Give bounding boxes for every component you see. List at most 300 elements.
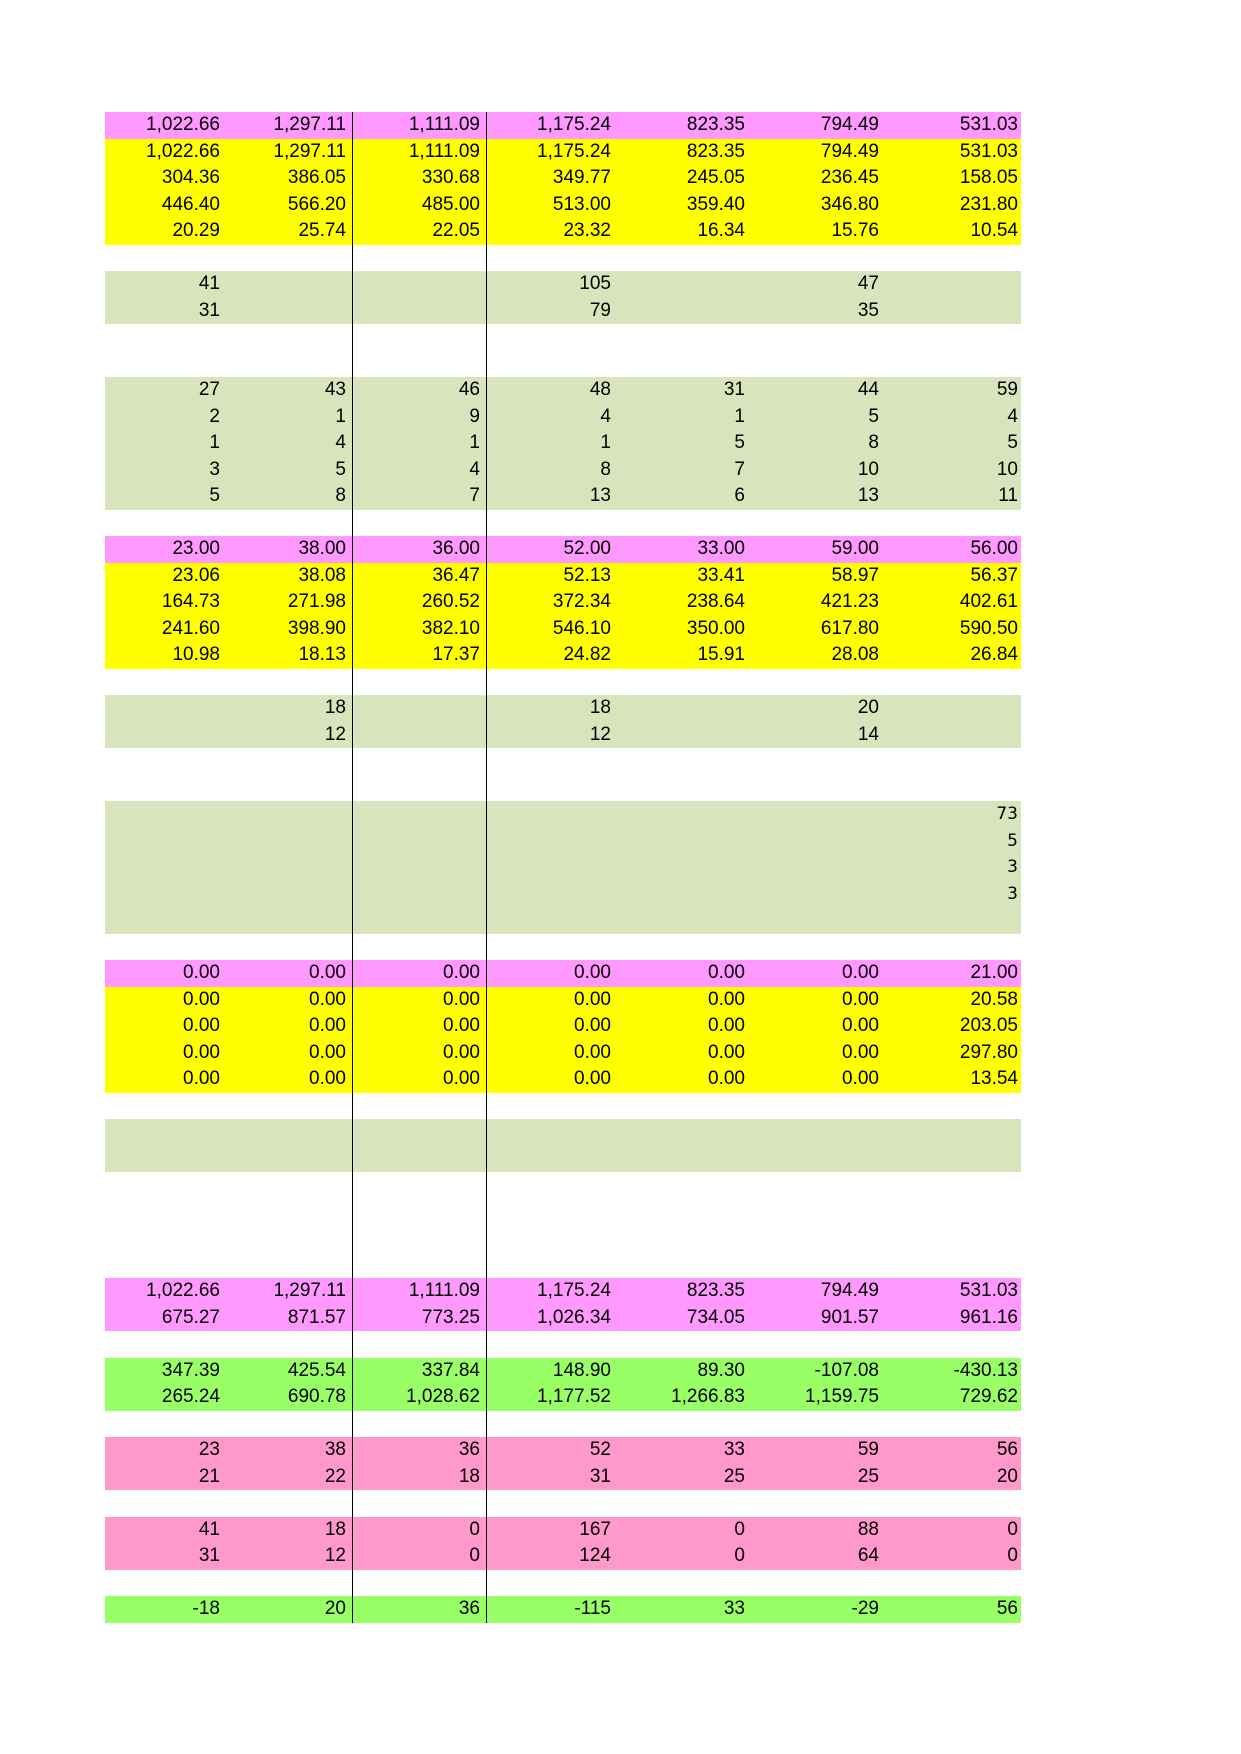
table-cell[interactable]: 386.05 [287,167,346,188]
table-cell[interactable]: 0.00 [842,962,879,983]
table-cell[interactable]: 0.00 [574,1068,611,1089]
table-cell[interactable]: 1,266.83 [671,1386,745,1407]
table-cell[interactable] [614,1411,748,1438]
table-cell[interactable]: 31 [723,379,745,400]
table-cell[interactable] [614,1146,748,1173]
table-cell[interactable]: 1,175.24 [537,114,611,135]
table-cell[interactable] [614,748,748,775]
table-cell[interactable] [223,1225,349,1252]
table-cell[interactable] [105,1490,223,1517]
table-cell[interactable]: 28.08 [831,644,879,665]
table-cell[interactable]: 36 [458,1439,480,1460]
table-cell[interactable]: -107.08 [814,1359,879,1381]
table-cell[interactable] [105,1119,223,1146]
table-cell[interactable]: 346.80 [820,193,879,215]
table-cell[interactable] [223,351,349,378]
table-cell[interactable]: 18 [324,697,346,718]
table-cell[interactable]: 56 [996,1439,1018,1460]
table-cell[interactable] [223,1252,349,1279]
table-cell[interactable]: 44 [857,379,879,400]
table-cell[interactable] [223,801,349,828]
table-cell[interactable]: 4 [1007,405,1018,427]
table-cell[interactable] [223,271,349,298]
table-cell[interactable]: 241.60 [161,617,220,639]
table-cell[interactable]: 79 [589,299,611,321]
table-cell[interactable] [483,669,614,696]
table-cell[interactable]: 337.84 [421,1359,480,1381]
table-cell[interactable] [614,1199,748,1226]
table-cell[interactable]: 0.00 [309,962,346,983]
table-cell[interactable] [882,245,1021,272]
table-cell[interactable] [349,934,483,961]
table-cell[interactable]: 271.98 [287,591,346,612]
table-cell[interactable] [223,1331,349,1358]
table-cell[interactable]: 15.91 [697,644,745,665]
table-cell[interactable] [748,245,882,272]
table-cell[interactable]: 36.00 [432,538,480,559]
table-cell[interactable] [483,1331,614,1358]
table-cell[interactable] [882,1490,1021,1517]
table-cell[interactable] [105,1411,223,1438]
table-cell[interactable]: 794.49 [820,1280,879,1301]
table-cell[interactable] [882,510,1021,537]
table-cell[interactable]: 88 [857,1518,879,1540]
table-cell[interactable]: 0.00 [842,1015,879,1036]
table-cell[interactable]: 0.00 [574,1041,611,1063]
table-cell[interactable]: 0.00 [443,1041,480,1063]
table-cell[interactable]: 372.34 [552,591,611,612]
table-cell[interactable]: 38.00 [298,538,346,559]
table-cell[interactable]: 1,022.66 [146,114,220,135]
table-cell[interactable]: 0.00 [309,1041,346,1063]
table-cell[interactable] [614,324,748,351]
table-cell[interactable]: 14 [857,723,879,745]
table-cell[interactable] [748,881,882,908]
table-cell[interactable]: 41 [198,1518,220,1540]
table-cell[interactable]: 10.98 [172,644,220,665]
table-cell[interactable] [105,669,223,696]
table-cell[interactable]: 10.54 [970,220,1018,241]
table-cell[interactable]: 52.13 [563,564,611,586]
table-cell[interactable] [483,775,614,802]
table-cell[interactable]: 236.45 [820,167,879,188]
table-cell[interactable] [748,828,882,855]
table-cell[interactable]: 105 [579,273,611,294]
table-cell[interactable]: 0.00 [183,1041,220,1063]
table-cell[interactable] [105,245,223,272]
table-cell[interactable]: 89.30 [697,1359,745,1381]
table-cell[interactable]: 0.00 [183,1068,220,1089]
table-cell[interactable]: 31 [198,299,220,321]
table-cell[interactable]: 0.00 [183,988,220,1010]
table-cell[interactable] [882,1093,1021,1120]
table-cell[interactable]: 0.00 [708,988,745,1010]
table-cell[interactable]: 823.35 [686,114,745,135]
table-cell[interactable] [223,245,349,272]
table-cell[interactable]: 0.00 [842,988,879,1010]
table-cell[interactable] [748,748,882,775]
table-cell[interactable]: 0 [734,1545,745,1566]
table-cell[interactable]: 1,297.11 [273,1280,346,1301]
table-cell[interactable] [105,801,223,828]
table-cell[interactable]: 0.00 [309,1015,346,1036]
table-cell[interactable] [223,1119,349,1146]
table-cell[interactable] [748,1331,882,1358]
table-cell[interactable]: 58.97 [831,564,879,586]
table-cell[interactable]: 5 [734,432,745,453]
table-cell[interactable]: 531.03 [959,1280,1018,1301]
table-cell[interactable] [483,1199,614,1226]
table-cell[interactable]: 1 [600,432,611,453]
table-cell[interactable]: 20.58 [970,988,1018,1010]
table-cell[interactable] [614,1331,748,1358]
table-cell[interactable]: 359.40 [686,193,745,215]
table-cell[interactable] [483,748,614,775]
table-cell[interactable]: 59 [857,1439,879,1460]
table-cell[interactable]: 1 [335,405,346,427]
table-cell[interactable] [223,854,349,881]
table-cell[interactable]: 7 [734,458,745,480]
table-cell[interactable] [223,1093,349,1120]
table-cell[interactable] [614,695,748,722]
table-cell[interactable] [349,1570,483,1597]
table-cell[interactable]: 238.64 [686,591,745,612]
table-cell[interactable]: 20 [857,697,879,718]
table-cell[interactable] [349,722,483,749]
table-cell[interactable]: 59 [996,379,1018,400]
table-cell[interactable]: 4 [600,405,611,427]
table-cell[interactable] [748,801,882,828]
table-cell[interactable] [223,1146,349,1173]
table-cell[interactable]: 9 [469,405,480,427]
table-cell[interactable] [223,1199,349,1226]
table-cell[interactable]: 485.00 [421,193,480,215]
table-cell[interactable] [614,1119,748,1146]
table-cell[interactable]: 43 [324,379,346,400]
table-cell[interactable] [483,828,614,855]
table-cell[interactable]: 64 [857,1545,879,1566]
table-cell[interactable]: 0 [734,1518,745,1540]
table-cell[interactable] [483,1093,614,1120]
table-cell[interactable] [349,1252,483,1279]
table-cell[interactable] [223,1490,349,1517]
table-cell[interactable] [483,351,614,378]
table-cell[interactable]: 729.62 [959,1386,1018,1407]
table-cell[interactable]: 52 [589,1439,611,1460]
table-cell[interactable] [614,1172,748,1199]
table-cell[interactable] [882,1411,1021,1438]
table-cell[interactable]: 0.00 [842,1068,879,1089]
table-cell[interactable] [349,881,483,908]
table-cell[interactable] [882,669,1021,696]
table-cell[interactable]: 0.00 [574,962,611,983]
table-cell[interactable] [882,1225,1021,1252]
table-cell[interactable]: 0.00 [443,1068,480,1089]
table-cell[interactable]: 48 [589,379,611,400]
table-cell[interactable]: 47 [857,273,879,294]
table-cell[interactable] [748,510,882,537]
table-cell[interactable] [105,934,223,961]
table-cell[interactable]: 158.05 [959,167,1018,188]
table-cell[interactable]: 36.47 [432,564,480,586]
table-cell[interactable]: 12 [324,723,346,745]
table-cell[interactable]: 18 [324,1518,346,1540]
table-cell[interactable] [882,1331,1021,1358]
table-cell[interactable] [614,245,748,272]
table-cell[interactable] [349,695,483,722]
table-cell[interactable]: 27 [198,379,220,400]
table-cell[interactable]: 56.00 [970,538,1018,559]
table-cell[interactable]: 18 [589,697,611,718]
table-cell[interactable] [483,1172,614,1199]
table-cell[interactable] [223,1411,349,1438]
table-cell[interactable] [614,881,748,908]
table-cell[interactable] [748,351,882,378]
table-cell[interactable]: 52.00 [563,538,611,559]
table-cell[interactable] [223,324,349,351]
table-cell[interactable]: -115 [574,1598,611,1619]
table-cell[interactable]: 31 [589,1465,611,1487]
table-cell[interactable] [483,1490,614,1517]
table-cell[interactable]: 0 [1007,1518,1018,1540]
table-cell[interactable]: 402.61 [959,591,1018,612]
table-cell[interactable]: 38 [324,1439,346,1460]
table-cell[interactable]: 164.73 [161,591,220,612]
table-cell[interactable] [614,1570,748,1597]
table-cell[interactable] [614,934,748,961]
table-cell[interactable] [105,1199,223,1226]
table-cell[interactable]: 167 [579,1518,611,1540]
table-cell[interactable] [349,748,483,775]
table-cell[interactable]: 734.05 [686,1306,745,1328]
table-cell[interactable]: 21 [198,1465,220,1487]
table-cell[interactable]: 26.84 [970,644,1018,665]
table-cell[interactable]: 0 [1007,1545,1018,1566]
table-cell[interactable]: 690.78 [287,1386,346,1407]
table-cell[interactable]: 12 [589,723,611,745]
table-cell[interactable]: 33.00 [697,538,745,559]
table-cell[interactable]: 8 [335,485,346,506]
table-cell[interactable] [105,775,223,802]
table-cell[interactable]: 5 [1007,432,1018,453]
table-cell[interactable] [614,1490,748,1517]
table-cell[interactable]: 33.41 [697,564,745,586]
table-cell[interactable]: 0.00 [708,962,745,983]
table-cell[interactable] [105,828,223,855]
table-cell[interactable] [349,1225,483,1252]
table-cell[interactable]: 10 [857,458,879,480]
table-cell[interactable]: 1,175.24 [537,140,611,162]
table-cell[interactable]: 1,026.34 [537,1306,611,1328]
table-cell[interactable]: 1 [734,405,745,427]
table-cell[interactable] [748,1172,882,1199]
table-cell[interactable]: 3 [1007,857,1018,877]
table-cell[interactable] [349,1199,483,1226]
table-cell[interactable] [349,271,483,298]
table-cell[interactable] [105,1225,223,1252]
table-cell[interactable]: 513.00 [552,193,611,215]
table-cell[interactable] [105,510,223,537]
table-cell[interactable] [614,298,748,325]
table-cell[interactable]: 8 [868,432,879,453]
table-cell[interactable]: 231.80 [959,193,1018,215]
table-cell[interactable]: 0.00 [443,1015,480,1036]
table-cell[interactable] [882,1252,1021,1279]
table-cell[interactable]: 46 [458,379,480,400]
table-cell[interactable]: 773.25 [421,1306,480,1328]
table-cell[interactable]: 1,175.24 [537,1280,611,1301]
table-cell[interactable] [748,907,882,934]
table-cell[interactable] [882,324,1021,351]
table-cell[interactable] [614,351,748,378]
table-cell[interactable]: 0.00 [842,1041,879,1063]
table-cell[interactable]: 961.16 [959,1306,1018,1328]
table-cell[interactable]: 8 [600,458,611,480]
table-cell[interactable]: 901.57 [820,1306,879,1328]
table-cell[interactable]: 823.35 [686,1280,745,1301]
table-cell[interactable]: 0.00 [443,962,480,983]
table-cell[interactable]: 0.00 [183,962,220,983]
table-cell[interactable] [349,351,483,378]
table-cell[interactable] [223,748,349,775]
table-cell[interactable] [349,1172,483,1199]
table-cell[interactable] [483,1252,614,1279]
table-cell[interactable] [483,1570,614,1597]
table-cell[interactable] [748,1146,882,1173]
table-cell[interactable] [349,1411,483,1438]
table-cell[interactable]: 24.82 [563,644,611,665]
table-cell[interactable] [614,1225,748,1252]
table-cell[interactable]: 59.00 [831,538,879,559]
table-cell[interactable]: 73 [996,804,1018,824]
table-cell[interactable]: 617.80 [820,617,879,639]
table-cell[interactable] [483,1119,614,1146]
table-cell[interactable] [223,669,349,696]
table-cell[interactable]: -29 [851,1598,879,1619]
table-cell[interactable]: 1 [209,432,220,453]
table-cell[interactable] [882,1172,1021,1199]
table-cell[interactable]: 0.00 [708,1041,745,1063]
table-cell[interactable] [223,1570,349,1597]
table-cell[interactable]: 12 [324,1545,346,1566]
table-cell[interactable]: 297.80 [959,1041,1018,1063]
table-cell[interactable] [349,1093,483,1120]
table-cell[interactable] [882,1570,1021,1597]
table-cell[interactable]: 0.00 [443,988,480,1010]
table-cell[interactable] [882,298,1021,325]
table-cell[interactable]: 1,111.09 [408,114,480,135]
table-cell[interactable]: 5 [868,405,879,427]
table-cell[interactable] [882,1119,1021,1146]
table-cell[interactable] [748,854,882,881]
table-cell[interactable]: 304.36 [161,167,220,188]
table-cell[interactable] [223,881,349,908]
table-cell[interactable] [349,510,483,537]
table-cell[interactable] [105,907,223,934]
table-cell[interactable]: 794.49 [820,140,879,162]
table-cell[interactable] [483,881,614,908]
table-cell[interactable] [105,1146,223,1173]
table-cell[interactable] [748,1225,882,1252]
table-cell[interactable] [882,748,1021,775]
table-cell[interactable] [748,934,882,961]
table-cell[interactable] [223,298,349,325]
table-cell[interactable] [349,1146,483,1173]
table-cell[interactable] [614,775,748,802]
table-cell[interactable] [882,351,1021,378]
table-cell[interactable] [105,1093,223,1120]
table-cell[interactable]: 1,297.11 [273,140,346,162]
table-cell[interactable] [105,695,223,722]
table-cell[interactable] [748,775,882,802]
table-cell[interactable]: 7 [469,485,480,506]
table-cell[interactable] [882,775,1021,802]
table-cell[interactable]: 17.37 [432,644,480,665]
table-cell[interactable]: 1,111.09 [408,1280,480,1301]
table-cell[interactable] [349,669,483,696]
table-cell[interactable]: 245.05 [686,167,745,188]
table-cell[interactable] [349,775,483,802]
table-cell[interactable]: 421.23 [820,591,879,612]
table-cell[interactable] [349,1331,483,1358]
table-cell[interactable] [105,1570,223,1597]
table-cell[interactable]: 2 [209,405,220,427]
table-cell[interactable] [882,907,1021,934]
table-cell[interactable]: 56 [996,1598,1018,1619]
table-cell[interactable]: 0.00 [309,1068,346,1089]
table-cell[interactable] [483,1146,614,1173]
table-cell[interactable]: 675.27 [161,1306,220,1328]
table-cell[interactable]: 1,159.75 [805,1386,879,1407]
table-cell[interactable] [483,245,614,272]
table-cell[interactable] [483,801,614,828]
table-cell[interactable]: 350.00 [686,617,745,639]
table-cell[interactable]: 425.54 [287,1359,346,1381]
table-cell[interactable]: 1,022.66 [146,140,220,162]
table-cell[interactable]: 0 [469,1545,480,1566]
table-cell[interactable] [614,510,748,537]
table-cell[interactable]: 203.05 [959,1015,1018,1036]
table-cell[interactable]: 794.49 [820,114,879,135]
table-cell[interactable] [105,1252,223,1279]
table-cell[interactable] [483,1411,614,1438]
table-cell[interactable]: 3 [1007,883,1018,904]
table-cell[interactable] [614,828,748,855]
table-cell[interactable] [748,1570,882,1597]
table-cell[interactable] [882,1146,1021,1173]
table-cell[interactable]: 446.40 [161,193,220,215]
table-cell[interactable] [748,1199,882,1226]
table-cell[interactable] [223,775,349,802]
table-cell[interactable] [105,722,223,749]
table-cell[interactable] [349,298,483,325]
table-cell[interactable]: 36 [458,1598,480,1619]
table-cell[interactable] [105,854,223,881]
table-cell[interactable]: 566.20 [287,193,346,215]
table-cell[interactable]: 1,177.52 [537,1386,611,1407]
table-cell[interactable]: 41 [198,273,220,294]
table-cell[interactable]: 0.00 [708,1015,745,1036]
table-cell[interactable]: 3 [209,458,220,480]
table-cell[interactable]: 22.05 [432,220,480,241]
table-cell[interactable] [748,669,882,696]
table-cell[interactable]: 13 [857,485,879,506]
table-cell[interactable] [105,748,223,775]
table-cell[interactable] [483,324,614,351]
table-cell[interactable] [223,1172,349,1199]
table-cell[interactable]: 23.32 [563,220,611,241]
table-cell[interactable] [614,907,748,934]
